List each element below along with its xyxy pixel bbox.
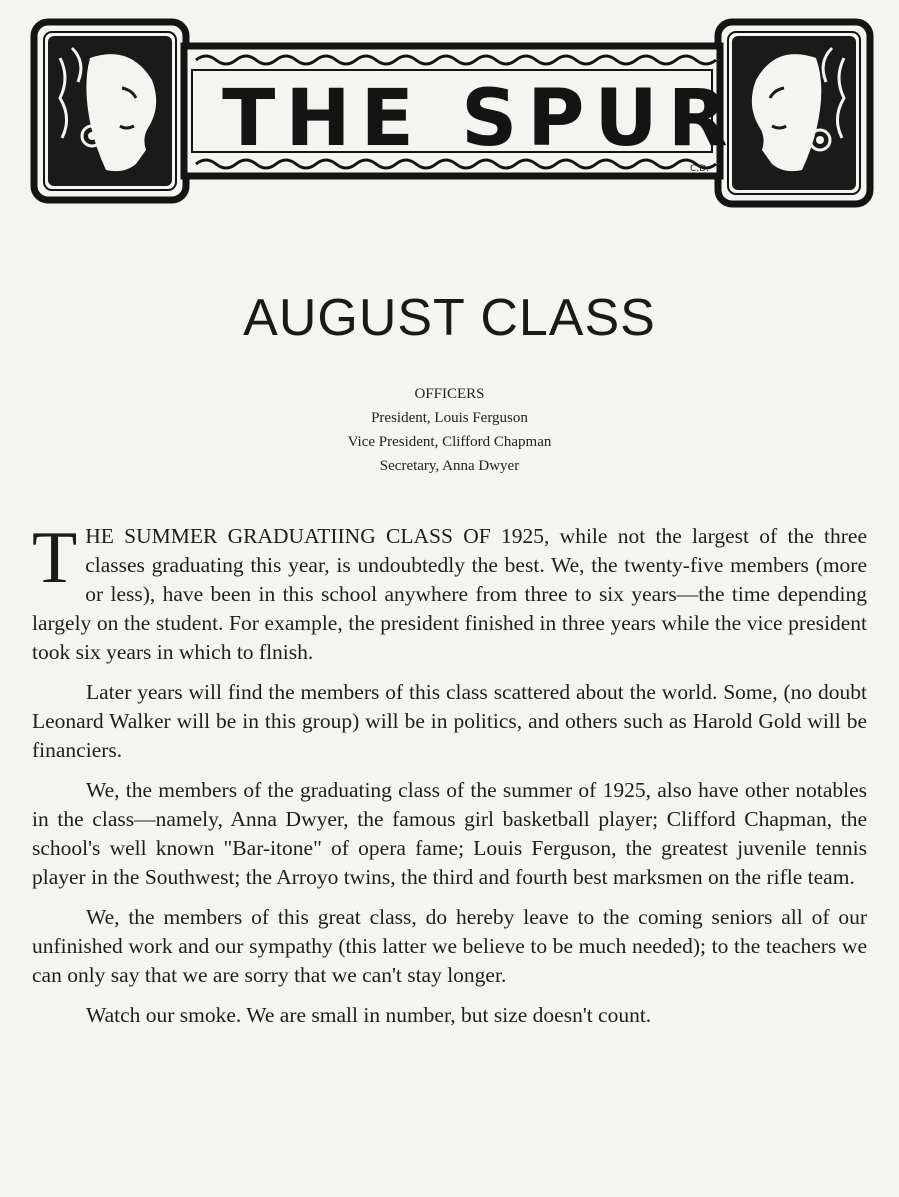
- masthead-title: THE SPUR: [222, 74, 738, 164]
- paragraph-5: Watch our smoke. We are small in number, but size doesn't count.: [86, 1003, 652, 1027]
- officers-heading: OFFICERS: [414, 386, 485, 402]
- article-body: [32, 517, 867, 1041]
- paragraph-2: Later years will find the members of this class scattered about the world. Some, (no doubt Leonard Walker will be in this group) will be in politics, and others such as Harold Gold will be financiers.: [32, 680, 867, 762]
- officer-president: President, Louis Ferguson: [371, 410, 528, 426]
- artist-initials: C.D.: [690, 164, 709, 174]
- left-portrait-illustration: [48, 36, 172, 186]
- page-title: AUGUST CLASS: [243, 289, 656, 347]
- paragraph-3: We, the members of the graduating class of the summer of 1925, also have other notables in the class—namely, Anna Dwyer, the famous girl basketball player; Clifford Chapman, the school's well known "Bar-itone" of opera fame; Louis Ferguson, the greatest juvenile tennis player in the Southwest; the Arroyo twins, the third and fourth best marksmen on the rifle team.: [32, 778, 867, 889]
- officer-secretary: Secretary, Anna Dwyer: [379, 458, 520, 474]
- paragraph-1-text: HE SUMMER GRADUATIING CLASS OF 1925, while not the largest of the three classes graduating this year, is undoubtedly the best. We, the twenty-five members (more or less), have been in this school anywhere from three to six years—the time depending largely on the student. For example, the president finished in three years while the vice president took six years in which to flnish.: [32, 524, 867, 664]
- officer-vice-president: Vice President, Clifford Chapman: [347, 434, 552, 450]
- officers-list: [0, 382, 899, 478]
- paragraph-1: [32, 517, 867, 667]
- drop-cap: T: [32, 517, 78, 599]
- paragraph-4: We, the members of this great class, do hereby leave to the coming seniors all of our unfinished work and our sympathy (this latter we believe to be much needed); to the teachers we can only say that we are sorry that we can't stay longer.: [32, 905, 867, 987]
- masthead-banner: [30, 18, 875, 208]
